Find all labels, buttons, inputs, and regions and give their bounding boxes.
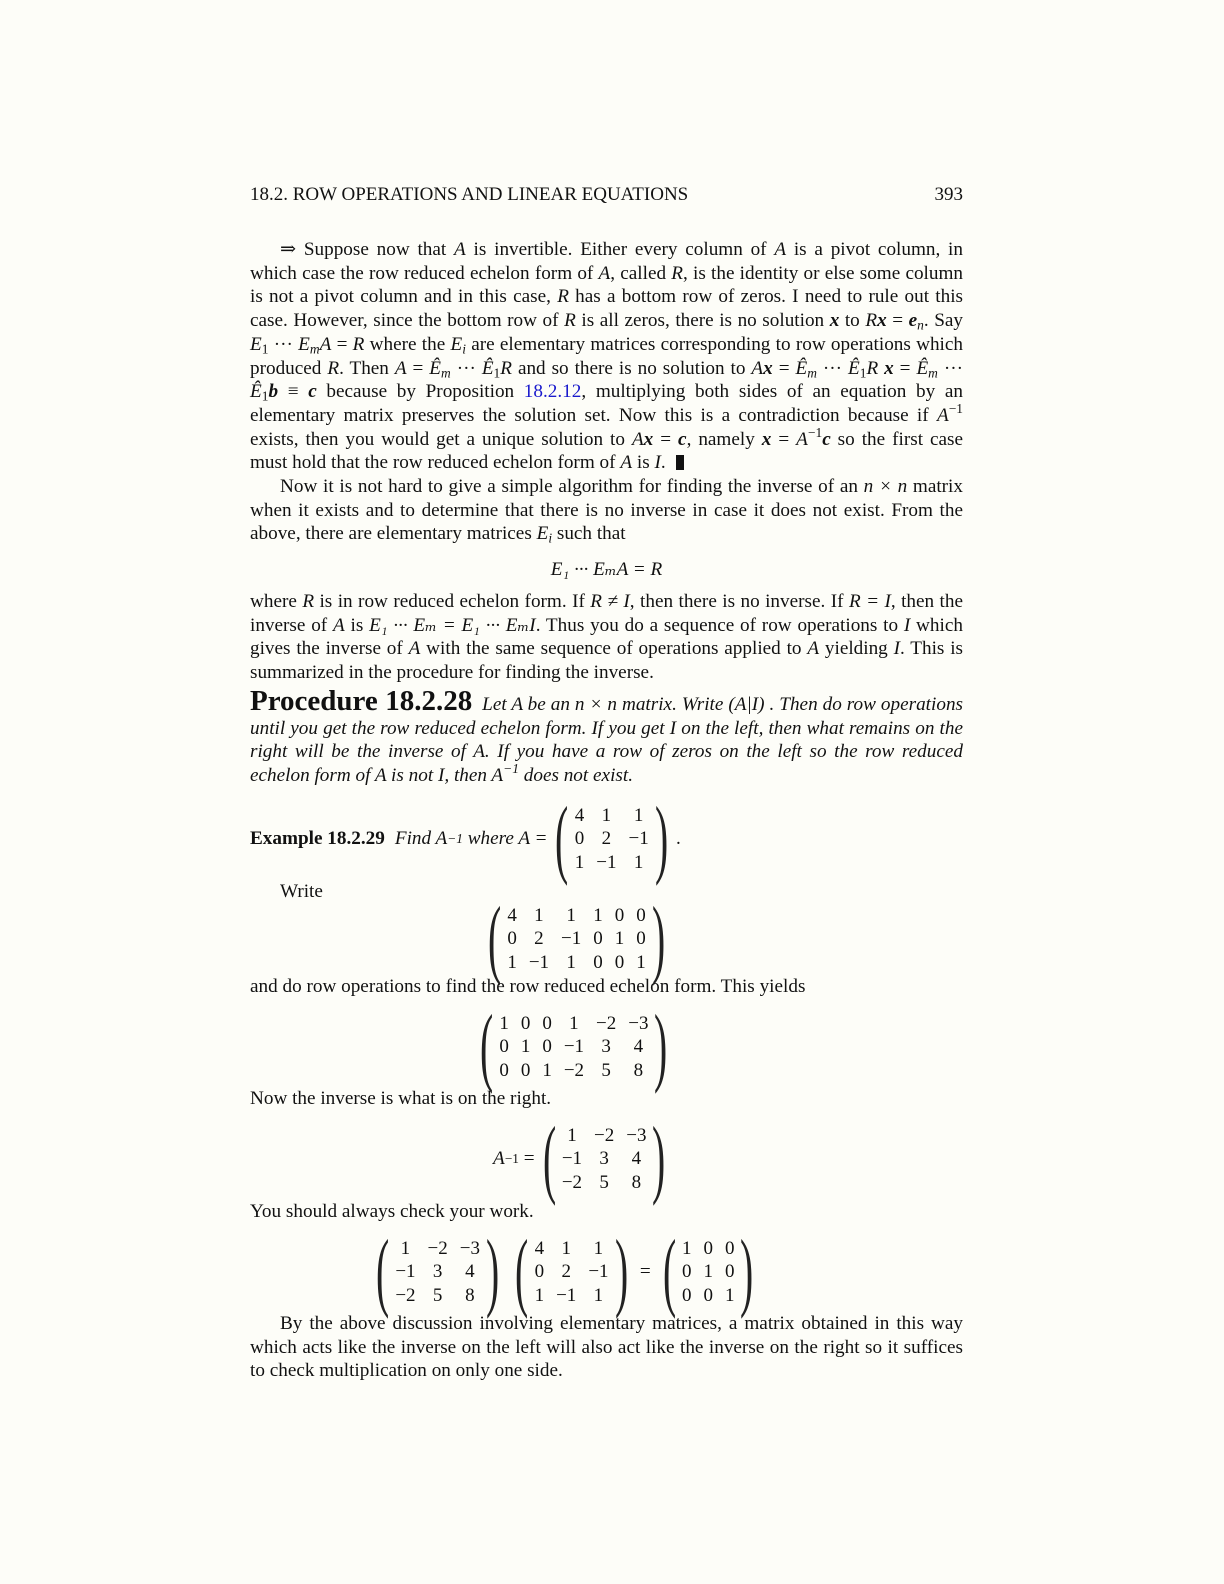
matrix-row [676,1237,741,1261]
matrix-cell: −2 [596,1012,617,1034]
matrix-cell: 1 [567,1124,577,1146]
matrix-cell: 1 [499,1012,509,1034]
matrix-row [676,1284,741,1308]
matrix-cell: 1 [724,1284,735,1306]
matrix-cell: 0 [520,1059,531,1081]
algorithm-paragraph: Now it is not hard to give a simple algorithm for finding the inverse of an n × n matrix when it exists and to determine that there is no inverse in case it does not exist. From the above, there are elementary matrices $E_i$ such that [250,476,963,546]
matrix-cell: −1 [588,1261,609,1283]
matrix-row [529,1260,615,1284]
proposition-link[interactable]: 18.2.12 [523,381,582,403]
matrix-row [501,904,651,928]
check-left-matrix [389,1237,486,1308]
qed-symbol [676,455,684,470]
matrix-cell: 4 [465,1261,475,1283]
matrix-cell: −1 [528,951,550,973]
matrix-cell: −1 [628,828,649,850]
running-head [250,184,963,206]
matrix-cell: −1 [395,1261,416,1283]
matrix-cell: 1 [566,951,576,973]
matrix-cell: 1 [534,1284,545,1306]
matrix-cell: −3 [628,1012,649,1034]
matrix-row [676,1260,741,1284]
example-block: Example 18.2.29 Find A −1 where A = ( 4 1 1 0 2 −1 1 −1 1 ) . [250,790,681,887]
matrix-cell: 1 [636,951,646,973]
matrix-cell: 0 [724,1261,735,1283]
matrix-cell: 0 [636,904,646,926]
procedure-block: Procedure 18.2.28 Let A be an n × n matrix. Write (A|I) . Then do row operations until you get the row reduced echelon form. If you get I on the left, then what remains on the right will be the inverse of A. If you have a row of zeros on the left so the row reduced echelon form of A is not I, then $A^{-1}$ does not exist. [250,685,964,787]
matrix-cell: 0 [574,828,585,850]
matrix-cell: 1 [633,851,644,873]
matrix-cell: 2 [601,828,612,850]
matrix-cell: 1 [542,1059,552,1081]
matrix-A [569,804,655,875]
matrix-row [493,1012,654,1036]
matrix-cell: 0 [499,1059,509,1081]
matrix-cell: 5 [601,1059,611,1081]
matrix-cell: 1 [561,1237,571,1259]
rref-matrix-block: ( 1 0 0 1 −2 −3 0 1 0 −1 3 4 0 0 1 −2 5 8 ) [480,998,668,1095]
matrix-row [501,951,651,975]
matrix-cell: 5 [599,1171,609,1193]
inverse-label: Now the inverse is what is on the right. [250,1088,552,1109]
matrix-cell: 5 [432,1284,443,1306]
matrix-row [493,1059,654,1083]
matrix-cell: −2 [395,1284,416,1306]
matrix-cell: 1 [400,1237,411,1259]
matrix-cell: −1 [556,1284,577,1306]
matrix-cell: 1 [614,928,625,950]
matrix-cell: 4 [574,804,585,826]
check-label: You should always check your work. [250,1201,534,1222]
inverse-block: A −1 = ( 1 −2 −3 −1 3 4 −2 5 8 ) [493,1110,666,1207]
matrix-cell: −1 [561,1148,583,1170]
matrix-cell: 0 [534,1261,545,1283]
matrix-cell: 0 [703,1237,713,1259]
check-equation: ( 1 −2 −3 −1 3 4 −2 5 8 ) ( 4 1 1 0 2 −1 1 −1 1 ) = ( 1 0 0 0 1 0 0 0 1 ) [376,1223,754,1320]
matrix-row [493,1035,654,1059]
matrix-cell: 8 [465,1284,475,1306]
matrix-row [569,851,655,875]
matrix-cell: 0 [499,1036,509,1058]
inverse-matrix [556,1124,653,1195]
matrix-cell: −2 [563,1059,585,1081]
matrix-cell: 4 [534,1237,545,1259]
matrix-cell: 0 [614,951,625,973]
matrix-cell: 0 [636,928,646,950]
matrix-cell: 1 [681,1237,692,1259]
matrix-cell: 0 [520,1012,531,1034]
matrix-cell: −1 [561,928,582,950]
augmented-matrix-block: ( 4 1 1 1 0 0 0 2 −1 0 1 0 1 −1 1 0 0 1 ) [488,890,666,987]
matrix-cell: 1 [520,1036,531,1058]
closing-paragraph: By the above discussion involving elementary matrices, a matrix obtained in this way which acts like the inverse on the left will also act like the inverse on the right so it suffices to check multiplication on only one side. [250,1313,963,1382]
matrix-row [556,1124,653,1148]
matrix-cell: 8 [631,1171,642,1193]
where-paragraph: where R is in row reduced echelon form. If R ≠ I, then there is no inverse. If R = I, then the inverse of A is E₁ ··· Eₘ = E₁ ··· EₘI. Thus you do a sequence of row operations to I which gives the inverse of A with the same sequence of operations applied to A yielding I. This is summarized in the procedure for finding the inverse. [250,591,963,684]
proof-paragraph: ⇒ Suppose now that A is invertible. Either every column of A is a pivot column, in which case the row reduced echelon form of A, called R, is the identity or else some column is not a pivot column and in this case, R has a bottom row of zeros. I need to rule out this case. However, since the bottom row of R is all zeros, there is no solution x to $Rx = e_n$. Say $E_1$ ··· $E_mA = R$ where the $E_i$ are elementary matrices corresponding to row operations which produced R. Then $A = Ê_m$ ··· $Ê_1R$ and so there is no solution to $Ax = Ê_m$ ··· $Ê_1R$ $x = Ê_m$ ··· $Ê_1b \equiv c$ because by Proposition 18.2.12, multiplying both sides of an equation by an elementary matrix preserves the solution set. Now this is a contradiction because if $A^{-1}$ exists, then you would get a unique solution to Ax = c, namely $x = A^{-1}c$ so the first case must hold that the row reduced echelon form of A is I. [250,239,964,474]
matrix-row [529,1237,615,1261]
matrix-row [389,1260,486,1284]
check-mid-matrix [529,1237,615,1308]
matrix-cell: 0 [724,1237,735,1259]
matrix-cell: −2 [427,1237,448,1259]
matrix-cell: 1 [534,904,544,926]
matrix-cell: 1 [574,851,585,873]
matrix-cell: −3 [459,1237,480,1259]
matrix-cell: 1 [633,804,644,826]
rref-label: and do row operations to find the row reduced echelon form. This yields [250,976,806,997]
matrix-row [501,927,651,951]
matrix-cell: 4 [631,1148,642,1170]
matrix-cell: 2 [561,1261,571,1283]
matrix-row [556,1171,653,1195]
matrix-cell: −1 [563,1036,585,1058]
matrix-cell: −1 [596,851,617,873]
section-title: 18.2. ROW OPERATIONS AND LINEAR EQUATIONS [250,184,689,205]
matrix-cell: 1 [569,1012,579,1034]
matrix-cell: 2 [534,928,544,950]
matrix-row [529,1284,615,1308]
matrix-cell: 0 [593,951,603,973]
check-right-matrix [676,1237,741,1308]
matrix-cell: 3 [599,1148,609,1170]
matrix-cell: 0 [703,1284,713,1306]
write-label: Write [280,881,323,902]
matrix-cell: 3 [601,1036,611,1058]
matrix-row [389,1284,486,1308]
matrix-cell: 0 [681,1284,692,1306]
matrix-cell: 1 [601,804,612,826]
matrix-cell: 4 [507,904,517,926]
matrix-cell: 0 [507,928,517,950]
procedure-title: Procedure 18.2.28 [250,685,473,717]
matrix-cell: 1 [593,1284,604,1306]
matrix-cell: 1 [507,951,517,973]
matrix-cell: 1 [593,1237,604,1259]
matrix-cell: −2 [561,1171,583,1193]
matrix-cell: 3 [432,1261,443,1283]
display-equation: E₁ ··· EₘA = R [550,559,663,580]
matrix-cell: 0 [593,928,603,950]
matrix-row [569,804,655,828]
matrix-row [389,1237,486,1261]
matrix-cell: 0 [681,1261,692,1283]
page-number: 393 [934,184,963,205]
matrix-cell: 8 [633,1059,644,1081]
example-title: Example 18.2.29 [250,828,385,849]
matrix-cell: 1 [593,904,603,926]
matrix-cell: 0 [542,1036,552,1058]
matrix-cell: −2 [594,1124,615,1146]
matrix-row [569,827,655,851]
matrix-cell: 1 [703,1261,713,1283]
matrix-cell: 1 [566,904,576,926]
matrix-cell: −3 [626,1124,647,1146]
matrix-row [556,1147,653,1171]
rref-matrix [493,1012,654,1083]
matrix-cell: 0 [614,904,625,926]
matrix-cell: 0 [542,1012,552,1034]
matrix-cell: 4 [633,1036,644,1058]
augmented-matrix [501,904,651,975]
